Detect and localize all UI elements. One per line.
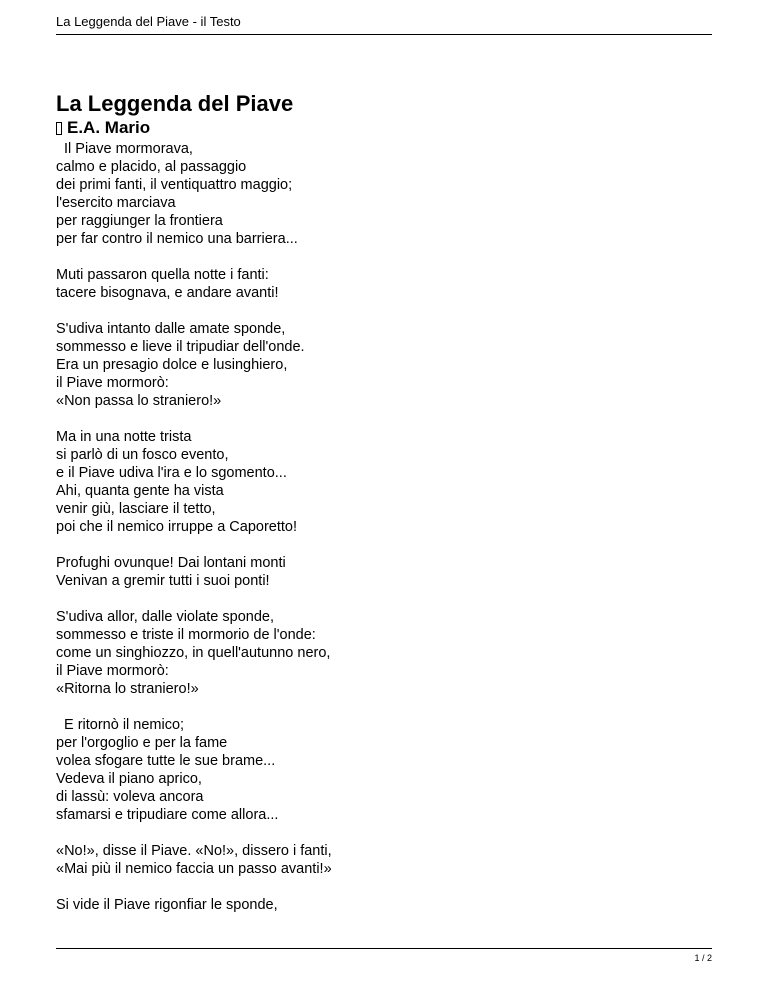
stanza-3 xyxy=(56,320,696,410)
verse-line: il Piave mormorò: xyxy=(56,663,169,679)
verse-line: calmo e placido, al passaggio xyxy=(56,159,247,175)
verse-line: Era un presagio dolce e lusinghiero, xyxy=(56,357,288,373)
verse-line: Venivan a gremir tutti i suoi ponti! xyxy=(56,573,270,589)
verse-line: come un singhiozzo, in quell'autunno nero, xyxy=(56,645,331,661)
verse-line: sommesso e triste il mormorio de l'onde: xyxy=(56,627,316,643)
stanza-9 xyxy=(56,896,696,914)
verse-line: S'udiva intanto dalle amate sponde, xyxy=(56,321,286,337)
verse-line: Muti passaron quella notte i fanti: xyxy=(56,267,269,283)
verse-line: «Non passa lo straniero!» xyxy=(56,393,222,409)
verse-line: E ritornò il nemico; xyxy=(64,717,185,733)
stanza-8 xyxy=(56,842,696,878)
page-header xyxy=(56,12,712,35)
running-header-title: La Leggenda del Piave - il Testo xyxy=(56,14,241,29)
document-title: La Leggenda del Piave xyxy=(56,91,294,116)
verse-line: si parlò di un fosco evento, xyxy=(56,447,229,463)
verse-line: l'esercito marciava xyxy=(56,195,176,211)
verse-line: S'udiva allor, dalle violate sponde, xyxy=(56,609,274,625)
verse-line: per far contro il nemico una barriera... xyxy=(56,231,298,247)
author-line xyxy=(56,118,696,138)
verse-line: Il Piave mormorava, xyxy=(64,141,193,157)
page-number: 1 / 2 xyxy=(694,953,712,963)
page-footer xyxy=(56,948,712,969)
verse-line: di lassù: voleva ancora xyxy=(56,789,204,805)
verse-line: poi che il nemico irruppe a Caporetto! xyxy=(56,519,297,535)
stanza-1 xyxy=(56,140,696,248)
verse-line: Profughi ovunque! Dai lontani monti xyxy=(56,555,286,571)
stanza-4 xyxy=(56,428,696,536)
verse-line: per l'orgoglio e per la fame xyxy=(56,735,228,751)
verse-line: «Ritorna lo straniero!» xyxy=(56,681,199,697)
verse-line: volea sfogare tutte le sue brame... xyxy=(56,753,276,769)
verse-line: il Piave mormorò: xyxy=(56,375,169,391)
verse-line: Vedeva il piano aprico, xyxy=(56,771,202,787)
verse-line: venir giù, lasciare il tetto, xyxy=(56,501,216,517)
stanza-6 xyxy=(56,608,696,698)
verse-line: e il Piave udiva l'ira e lo sgomento... xyxy=(56,465,287,481)
author-name: E.A. Mario xyxy=(67,118,151,137)
verse-line: «Mai più il nemico faccia un passo avanti!» xyxy=(56,861,332,877)
verse-line: sommesso e lieve il tripudiar dell'onde. xyxy=(56,339,305,355)
verse-line: tacere bisognava, e andare avanti! xyxy=(56,285,279,301)
document-body xyxy=(56,90,696,932)
verse-line: Si vide il Piave rigonfiar le sponde, xyxy=(56,897,278,913)
verse-line: «No!», disse il Piave. «No!», dissero i fanti, xyxy=(56,843,332,859)
stanza-5 xyxy=(56,554,696,590)
verse-line: per raggiunger la frontiera xyxy=(56,213,223,229)
missing-glyph-icon xyxy=(56,122,62,135)
verse-line: sfamarsi e tripudiare come allora... xyxy=(56,807,279,823)
stanza-7 xyxy=(56,716,696,824)
stanza-2 xyxy=(56,266,696,302)
verse-line: Ma in una notte trista xyxy=(56,429,192,445)
verse-line: Ahi, quanta gente ha vista xyxy=(56,483,224,499)
verse-line: dei primi fanti, il ventiquattro maggio; xyxy=(56,177,293,193)
